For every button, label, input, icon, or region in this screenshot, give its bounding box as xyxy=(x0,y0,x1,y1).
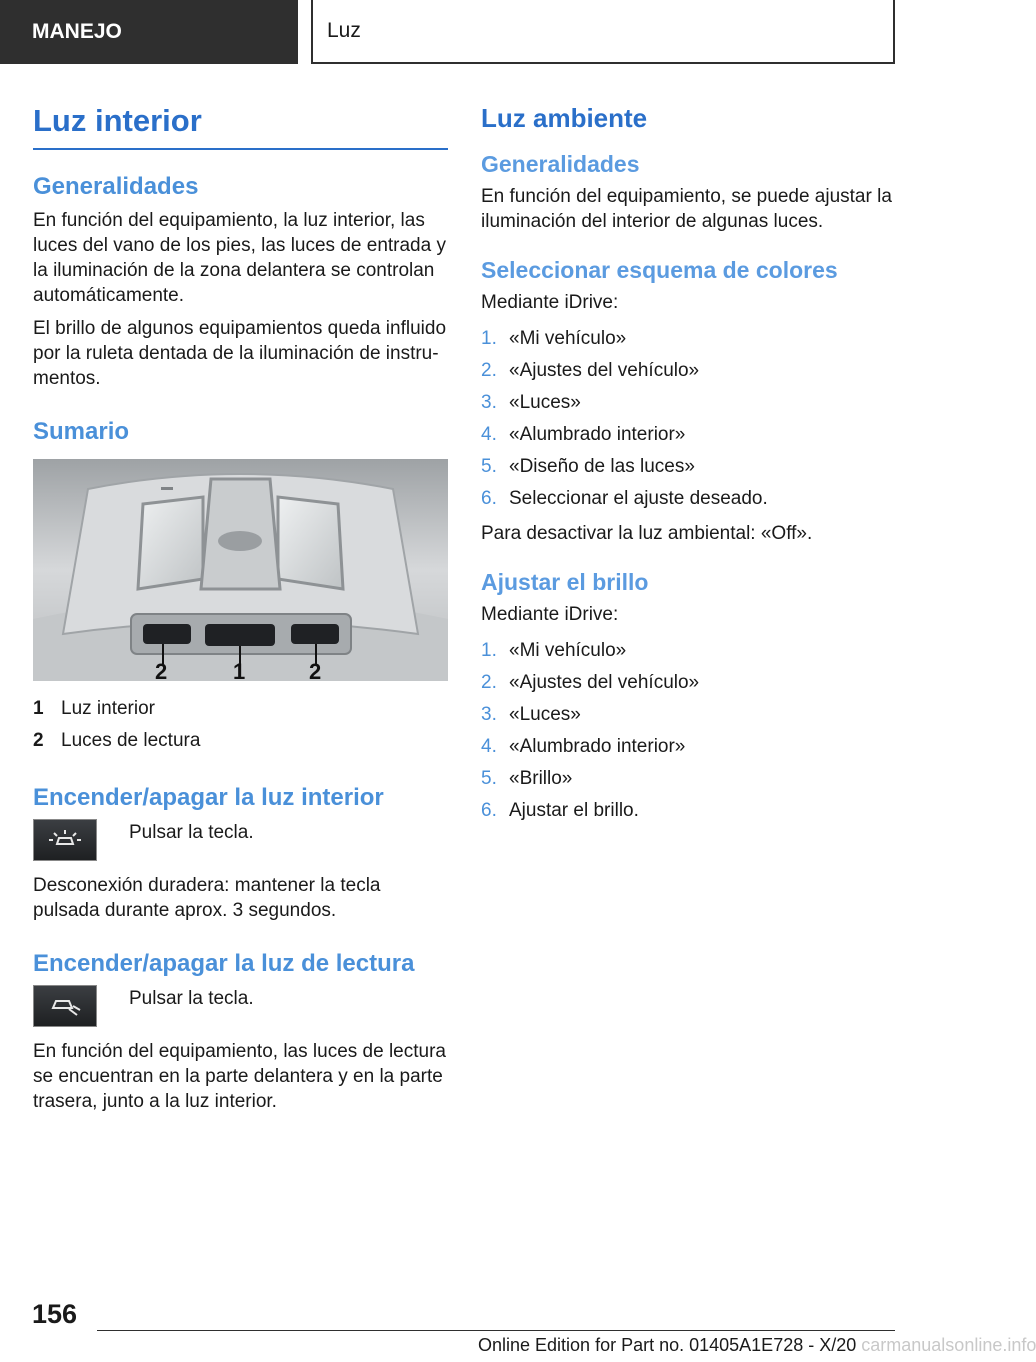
generalidades-heading: Generalidades xyxy=(33,173,199,200)
step-text: «Diseño de las luces» xyxy=(509,456,695,477)
step-text: «Alumbrado interior» xyxy=(509,424,686,445)
footer-edition xyxy=(478,1335,1036,1356)
figure-label-center: 1 xyxy=(233,659,246,684)
right-column xyxy=(481,100,896,833)
brightness-intro: Mediante iDrive: xyxy=(481,604,619,625)
color-scheme-intro: Mediante iDrive: xyxy=(481,292,619,313)
ambient-generalidades-paragraph: En función del equipamiento, se puede ajustar la iluminación del interior de algunas luces. xyxy=(481,186,892,232)
reading-light-heading: Encender/apagar la luz de lectura xyxy=(33,950,415,977)
overhead-console-illustration xyxy=(33,459,448,684)
step-number: 2. xyxy=(481,672,497,693)
header-section-tab xyxy=(0,0,298,64)
step-number: 3. xyxy=(481,392,497,413)
ambient-light-title: Luz ambiente xyxy=(481,103,648,133)
step-text: «Brillo» xyxy=(509,768,573,789)
step-number: 6. xyxy=(481,800,497,821)
step-text: «Alumbrado interior» xyxy=(509,736,686,757)
interior-light-button-row xyxy=(33,819,448,861)
step-text: «Luces» xyxy=(509,392,581,413)
reading-light-button-row xyxy=(33,985,448,1027)
step-number: 4. xyxy=(481,736,497,757)
interior-light-icon xyxy=(33,819,97,861)
reading-light-paragraph: En función del equipamiento, las luces de lectura se encuentran en la parte delantera y en la parte trasera, junto a la luz interior. xyxy=(33,1041,446,1112)
page-title: Luz interior xyxy=(33,100,448,150)
list-item xyxy=(481,635,896,667)
list-item xyxy=(481,483,896,515)
list-item xyxy=(481,763,896,795)
list-item xyxy=(481,731,896,763)
watermark-text: carmanualsonline.info xyxy=(861,1335,1036,1355)
sumario-heading: Sumario xyxy=(33,418,130,445)
reading-light-icon xyxy=(33,985,97,1027)
step-text: «Mi vehículo» xyxy=(509,640,627,661)
header-chapter-tab xyxy=(311,0,895,64)
legend-text: Luces de lectura xyxy=(61,730,201,751)
reading-light-button-text: Pulsar la tecla. xyxy=(129,988,254,1009)
step-number: 1. xyxy=(481,640,497,661)
figure-legend xyxy=(33,693,448,757)
step-number: 1. xyxy=(481,328,497,349)
step-number: 2. xyxy=(481,360,497,381)
ambient-generalidades-heading: Generalidades xyxy=(481,151,640,177)
brightness-steps xyxy=(481,635,896,827)
list-item xyxy=(481,699,896,731)
legend-number: 1 xyxy=(33,698,44,719)
step-text: «Ajustes del vehículo» xyxy=(509,672,700,693)
interior-light-paragraph: Desconexión duradera: mantener la tecla pulsada durante aprox. 3 segundos. xyxy=(33,875,381,921)
chapter-title: Luz xyxy=(327,19,361,42)
step-text: «Ajustes del vehículo» xyxy=(509,360,700,381)
list-item xyxy=(481,667,896,699)
legend-number: 2 xyxy=(33,730,44,751)
generalidades-paragraph-1: En función del equipamiento, la luz interior, las luces del vano de los pies, las luces de entrada y la iluminación de la zona delantera se controlan automáticamente. xyxy=(33,210,446,306)
footer-divider xyxy=(97,1330,895,1331)
legend-item xyxy=(33,693,448,725)
color-scheme-heading: Seleccionar esquema de colores xyxy=(481,257,838,283)
interior-light-button-text: Pulsar la tecla. xyxy=(129,822,254,843)
brightness-heading: Ajustar el brillo xyxy=(481,569,649,595)
generalidades-paragraph-2: El brillo de algunos equipamientos queda influido por la ruleta dentada de la iluminación de instru-mentos. xyxy=(33,318,447,389)
left-column xyxy=(33,100,448,1122)
list-item xyxy=(481,323,896,355)
step-text: «Luces» xyxy=(509,704,581,725)
color-scheme-steps xyxy=(481,323,896,515)
step-text: Seleccionar el ajuste deseado. xyxy=(509,488,768,509)
interior-light-heading: Encender/apagar la luz interior xyxy=(33,784,384,811)
step-number: 5. xyxy=(481,768,497,789)
page-number: 156 xyxy=(32,1299,78,1329)
step-text: Ajustar el brillo. xyxy=(509,800,639,821)
list-item xyxy=(481,387,896,419)
figure-label-right: 2 xyxy=(309,659,322,684)
step-number: 4. xyxy=(481,424,497,445)
list-item xyxy=(481,419,896,451)
step-number: 6. xyxy=(481,488,497,509)
overhead-console-figure xyxy=(33,459,448,684)
figure-label-left: 2 xyxy=(155,659,168,684)
color-scheme-note: Para desactivar la luz ambiental: «Off». xyxy=(481,523,813,544)
list-item xyxy=(481,795,896,827)
list-item xyxy=(481,355,896,387)
step-number: 5. xyxy=(481,456,497,477)
legend-text: Luz interior xyxy=(61,698,155,719)
edition-text: Online Edition for Part no. 01405A1E728 - X/20 xyxy=(478,1335,857,1355)
step-text: «Mi vehículo» xyxy=(509,328,627,349)
legend-item xyxy=(33,725,448,757)
list-item xyxy=(481,451,896,483)
step-number: 3. xyxy=(481,704,497,725)
section-title: MANEJO xyxy=(32,20,122,43)
